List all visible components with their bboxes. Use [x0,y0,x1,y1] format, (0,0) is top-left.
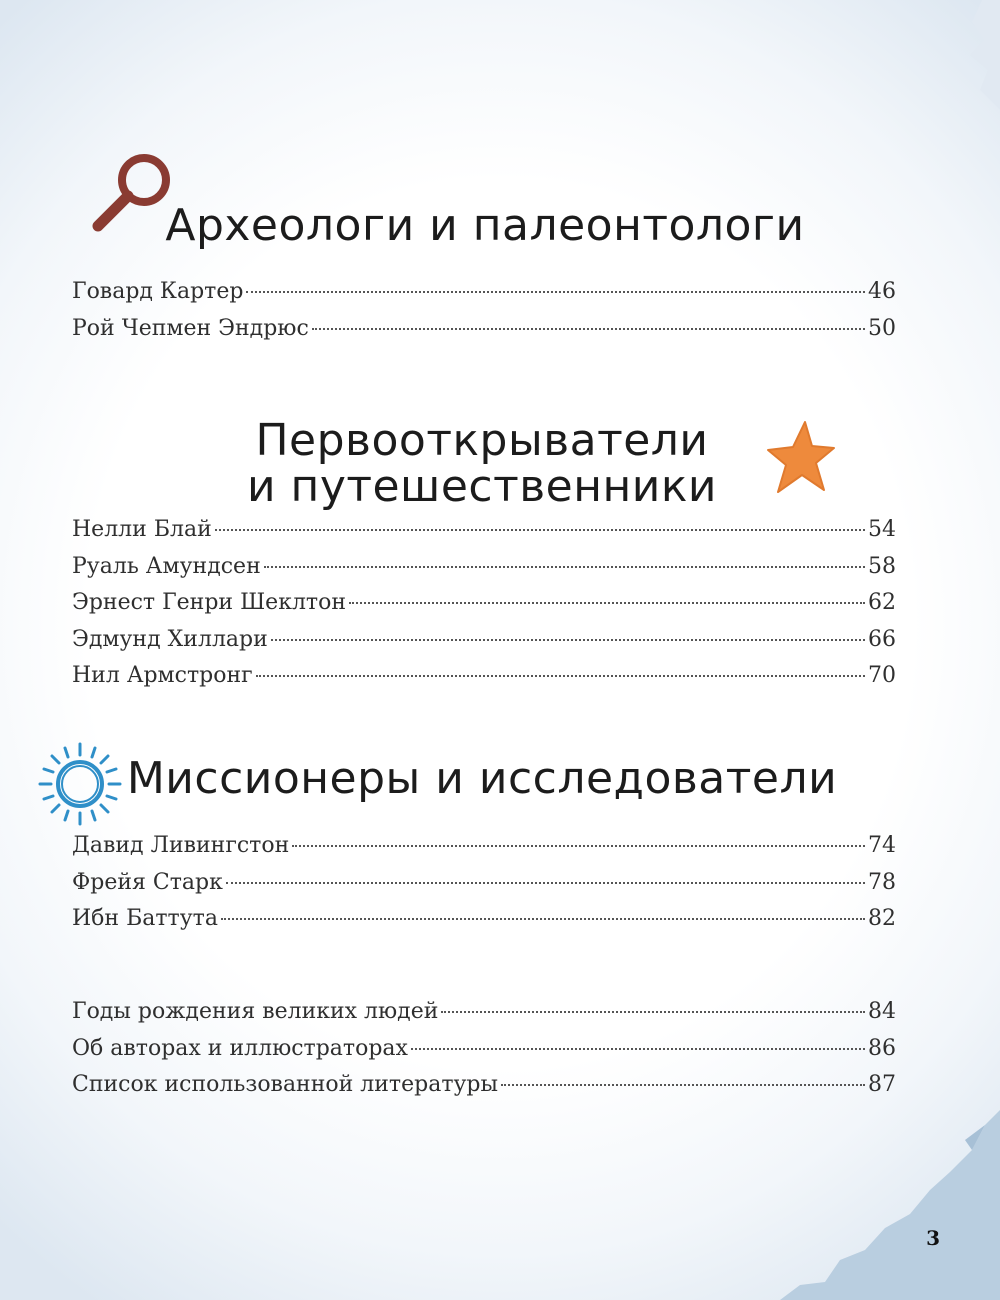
toc-entry-page: 74 [868,833,896,858]
dot-leader [441,1011,865,1013]
dot-leader [271,639,865,641]
dot-leader [215,529,865,531]
toc-entry-name: Говард Картер [72,279,244,304]
corner-decoration-top-right [920,0,1000,110]
page-number: 3 [926,1226,940,1250]
toc-entry[interactable] [72,279,896,316]
section-title-line-1: Первооткрыватели [255,415,709,466]
toc-entry-page: 82 [868,906,896,931]
toc-entry-name: Нелли Блай [72,517,212,542]
toc-list-appendix [72,999,896,1109]
toc-entry-name: Эрнест Генри Шеклтон [72,590,347,615]
toc-entry-page: 50 [868,315,896,341]
toc-entry[interactable] [72,554,896,591]
toc-entry-name: Список использованной литературы [72,1072,499,1097]
toc-entry[interactable] [72,1036,896,1073]
toc-entry[interactable] [72,316,896,353]
dot-leader [256,675,865,677]
toc-entry[interactable] [72,627,896,664]
dot-leader [264,566,865,568]
dot-leader [501,1084,865,1086]
toc-entry-page: 86 [868,1035,896,1061]
section-title-missionaries: Миссионеры и исследователи [126,753,838,804]
toc-entry-name: Рой Чепмен Эндрюс [72,315,309,341]
dot-leader [411,1048,865,1050]
toc-entry-page: 58 [868,553,896,579]
toc-entry-name: Нил Армстронг [72,663,253,688]
toc-entry-page: 54 [868,517,896,542]
toc-entry-page: 87 [868,1072,896,1097]
section-title-line-2: и путешественники [246,461,718,513]
toc-entry-page: 66 [868,626,896,652]
dot-leader [312,328,865,330]
toc-entry-name: Об авторах и иллюстраторах [72,1035,408,1061]
toc-entry-page: 84 [868,999,896,1024]
corner-decoration-bottom-right [780,1110,1000,1300]
section-title-archaeologists: Археологи и палеонтологи [165,200,805,251]
toc-entry-name: Эдмунд Хиллари [72,626,268,652]
toc-entry[interactable] [72,1072,896,1109]
toc-list-archaeologists [72,279,896,352]
toc-entry[interactable] [72,906,896,943]
toc-entry[interactable] [72,870,896,907]
toc-entry-name: Давид Ливингстон [72,833,290,858]
toc-entry[interactable] [72,590,896,627]
toc-entry[interactable] [72,833,896,870]
toc-entry[interactable] [72,663,896,700]
toc-entry-page: 78 [868,869,896,895]
toc-entry-name: Годы рождения великих людей [72,999,439,1024]
toc-entry[interactable] [72,517,896,554]
toc-entry-name: Руаль Амундсен [72,553,261,579]
dot-leader [221,918,865,920]
toc-entry-name: Фрейя Старк [72,869,223,895]
toc-entry-name: Ибн Баттута [72,906,218,931]
toc-list-missionaries [72,833,896,943]
toc-entry-page: 70 [868,663,896,688]
dot-leader [349,602,865,604]
section-title-explorers [0,415,982,513]
dot-leader [226,882,865,884]
dot-leader [246,291,865,293]
dot-leader [292,845,865,847]
toc-entry-page: 46 [868,279,896,304]
toc-list-explorers [72,517,896,700]
toc-entry-page: 62 [868,590,896,615]
toc-entry[interactable] [72,999,896,1036]
